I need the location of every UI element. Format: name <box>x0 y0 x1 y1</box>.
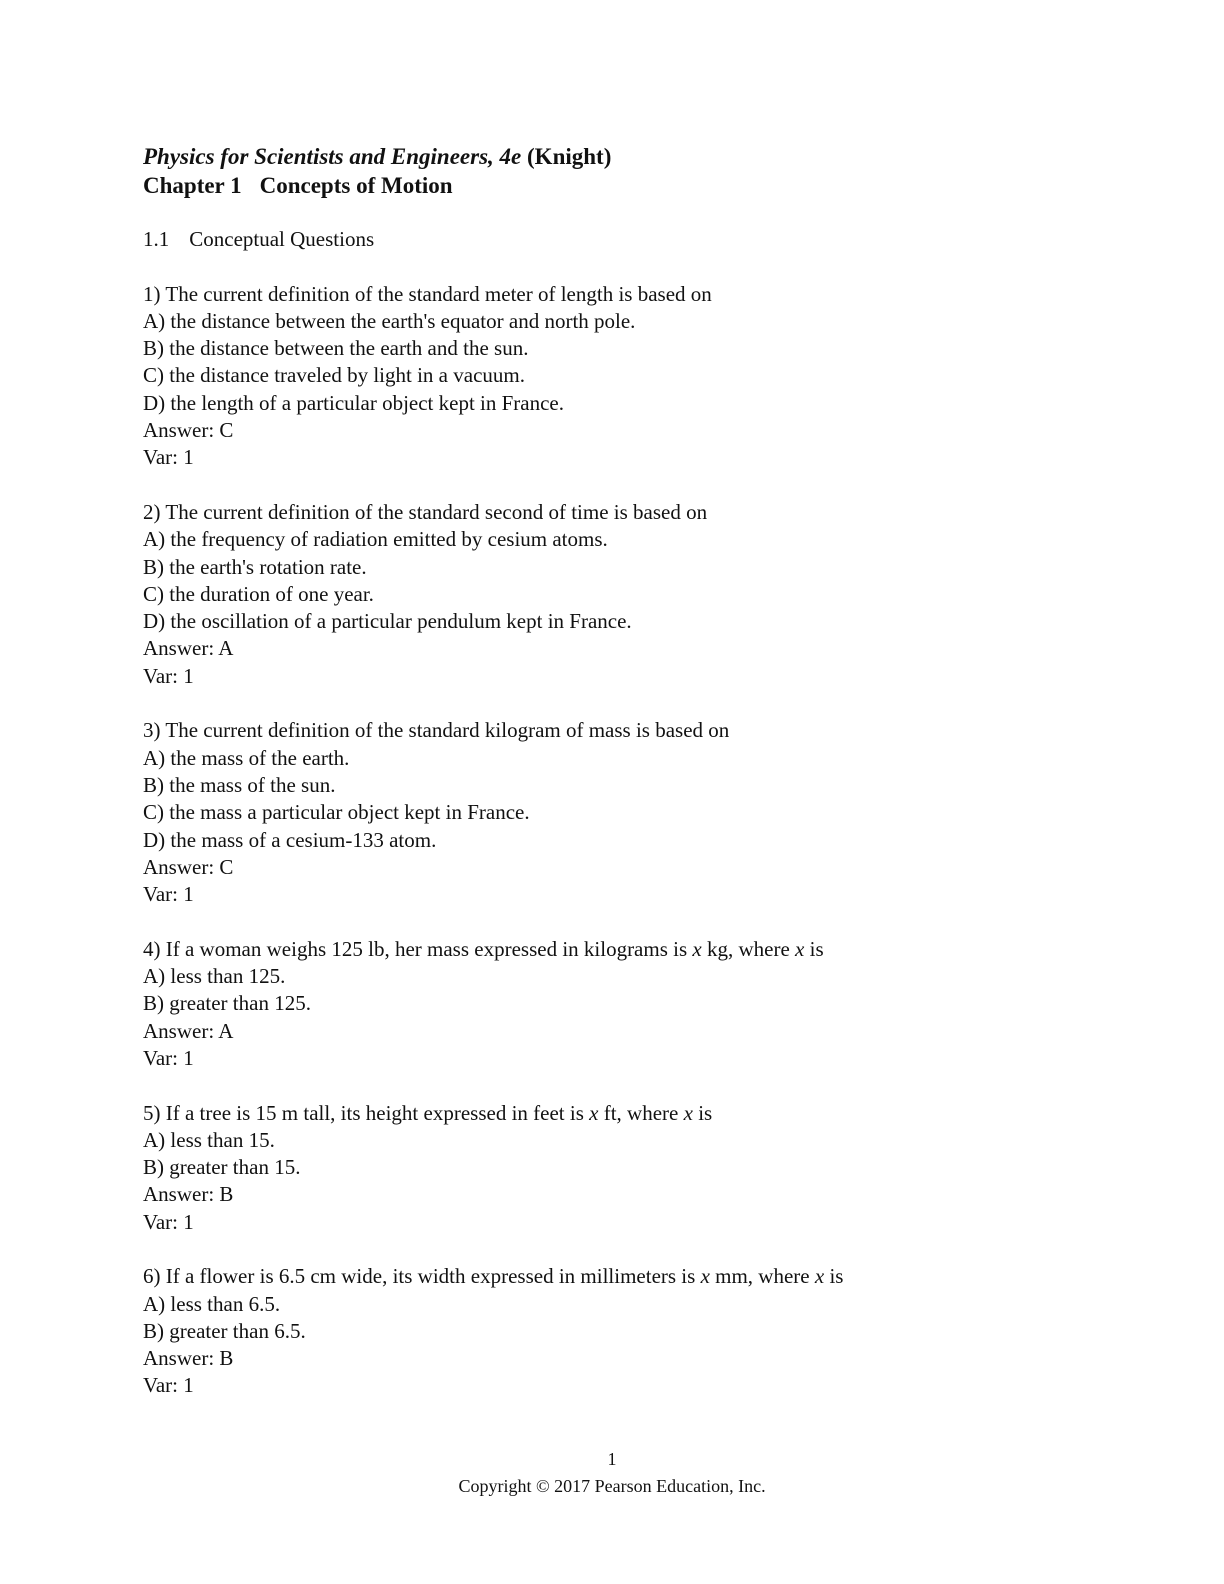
var-line: Var: 1 <box>143 445 194 470</box>
option-d: D) the mass of a cesium-133 atom. <box>143 827 437 852</box>
variable-x: x <box>683 1100 693 1125</box>
variable-x: x <box>814 1264 825 1289</box>
copyright-notice: Copyright © 2017 Pearson Education, Inc. <box>458 1476 766 1496</box>
var-line: Var: 1 <box>143 1045 194 1070</box>
chapter-name: Concepts of Motion <box>259 173 453 198</box>
option-b: B) the distance between the earth and the sun. <box>143 336 529 361</box>
book-title-italic: Physics for Scientists and Engineers, 4e <box>143 144 522 169</box>
var-line: Var: 1 <box>143 882 194 907</box>
option-a: A) less than 125. <box>143 964 286 989</box>
chapter-label: Chapter 1 <box>143 173 242 198</box>
option-c: C) the duration of one year. <box>143 581 374 606</box>
stem-text: 5) If a tree is 15 m tall, its height expressed in feet is <box>143 1100 590 1125</box>
stem-text: is <box>824 1264 844 1289</box>
option-a: A) the distance between the earth's equator and north pole. <box>143 308 636 333</box>
stem-text: ft, where <box>598 1100 684 1125</box>
option-b: B) the earth's rotation rate. <box>143 554 367 579</box>
section-name: Conceptual Questions <box>189 227 375 251</box>
option-c: C) the distance traveled by light in a vacuum. <box>143 363 525 388</box>
section-heading <box>143 226 1103 253</box>
answer: Answer: C <box>143 418 234 443</box>
question-stem: 3) The current definition of the standard kilogram of mass is based on <box>143 718 730 743</box>
option-b: B) greater than 15. <box>143 1155 301 1180</box>
chapter-title <box>143 171 1103 200</box>
document-page <box>143 142 1103 1400</box>
question-stem <box>143 1263 1103 1290</box>
var-line: Var: 1 <box>143 1209 194 1234</box>
var-line: Var: 1 <box>143 1373 194 1398</box>
question-6 <box>143 1263 1103 1399</box>
variable-x: x <box>700 1264 710 1289</box>
option-b: B) the mass of the sun. <box>143 772 336 797</box>
stem-text: is <box>804 936 824 961</box>
stem-text: kg, where <box>701 936 796 961</box>
section-number: 1.1 <box>143 227 170 251</box>
option-a: A) the mass of the earth. <box>143 745 350 770</box>
stem-text: mm, where <box>709 1264 815 1289</box>
option-c: C) the mass a particular object kept in France. <box>143 800 530 825</box>
var-line: Var: 1 <box>143 663 194 688</box>
question-stem: 1) The current definition of the standard meter of length is based on <box>143 281 712 306</box>
question-5 <box>143 1100 1103 1236</box>
question-1 <box>143 281 1103 472</box>
question-stem <box>143 1100 1103 1127</box>
option-b: B) greater than 6.5. <box>143 1318 306 1343</box>
answer: Answer: B <box>143 1182 234 1207</box>
question-3 <box>143 717 1103 908</box>
answer: Answer: C <box>143 854 234 879</box>
option-a: A) less than 15. <box>143 1127 275 1152</box>
question-stem: 2) The current definition of the standard second of time is based on <box>143 499 708 524</box>
variable-x: x <box>692 936 702 961</box>
question-2 <box>143 499 1103 690</box>
page-number: 1 <box>607 1449 617 1469</box>
option-a: A) the frequency of radiation emitted by cesium atoms. <box>143 527 608 552</box>
book-title <box>143 142 1103 171</box>
answer: Answer: A <box>143 1018 234 1043</box>
variable-x: x <box>589 1100 599 1125</box>
option-b: B) greater than 125. <box>143 991 311 1016</box>
question-stem <box>143 936 1103 963</box>
stem-text: 6) If a flower is 6.5 cm wide, its width expressed in millimeters is <box>143 1264 701 1289</box>
option-d: D) the length of a particular object kept in France. <box>143 390 565 415</box>
variable-x: x <box>795 936 805 961</box>
book-author: (Knight) <box>527 144 612 169</box>
question-4 <box>143 936 1103 1072</box>
answer: Answer: B <box>143 1346 234 1371</box>
answer: Answer: A <box>143 636 234 661</box>
option-a: A) less than 6.5. <box>143 1291 281 1316</box>
stem-text: 4) If a woman weighs 125 lb, her mass expressed in kilograms is <box>143 936 693 961</box>
option-d: D) the oscillation of a particular pendulum kept in France. <box>143 609 632 634</box>
stem-text: is <box>692 1100 713 1125</box>
